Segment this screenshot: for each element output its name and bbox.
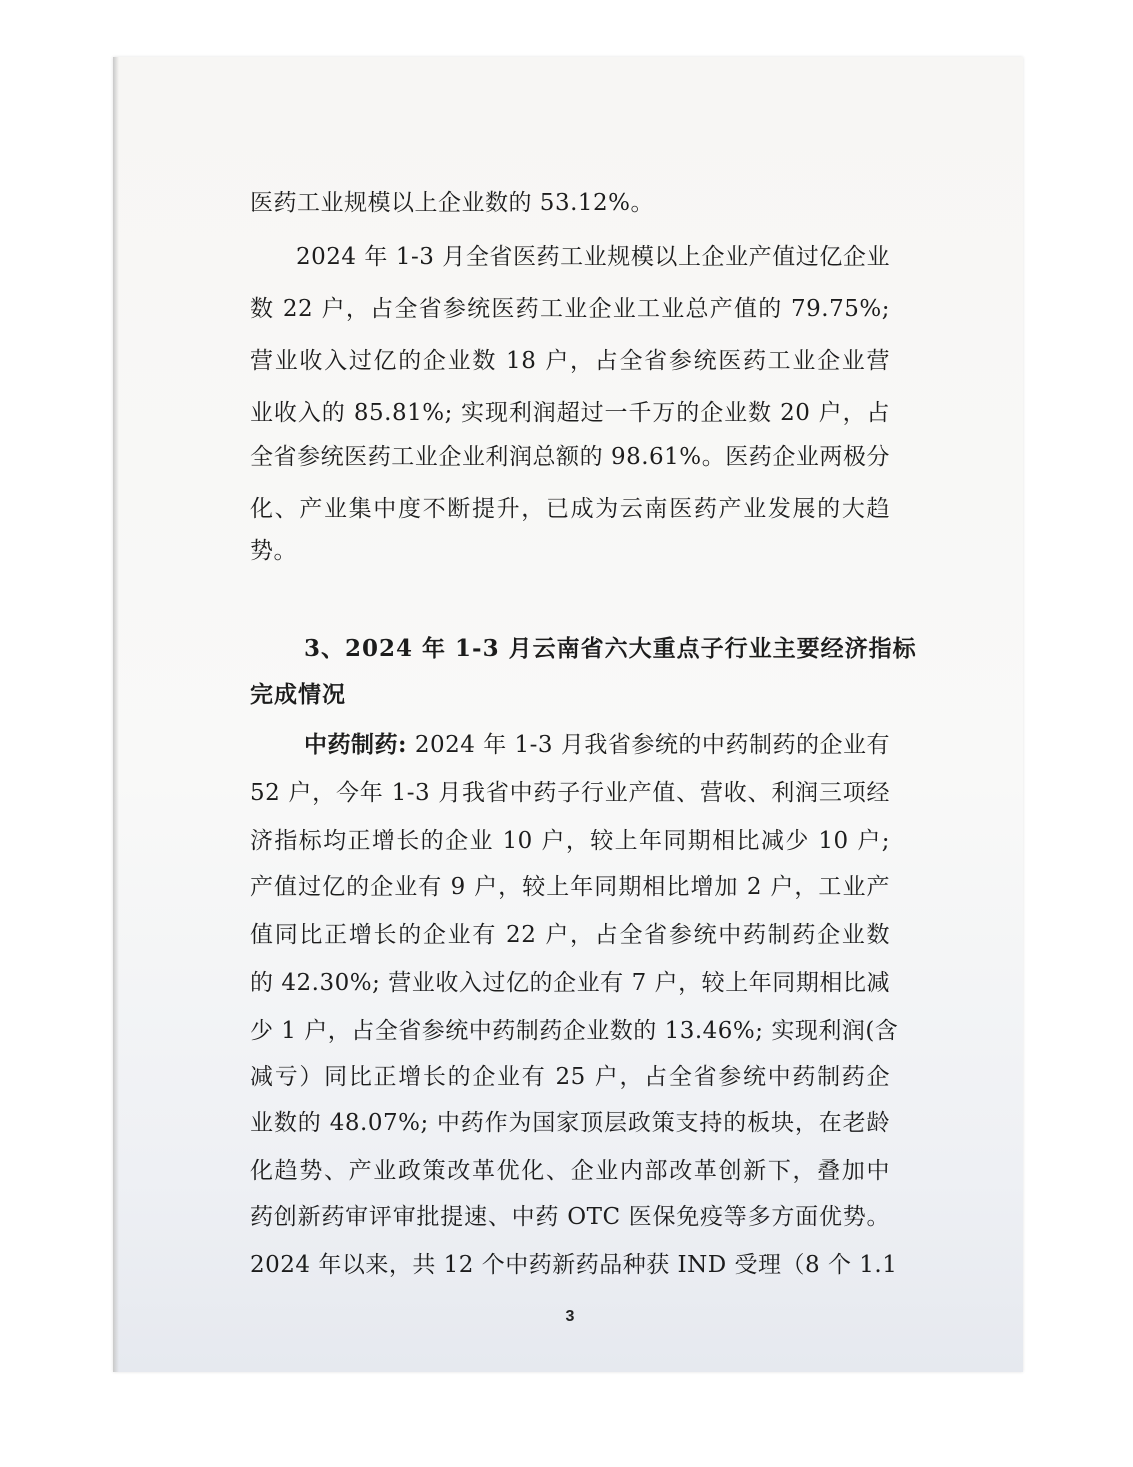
- text-line: 全省参统医药工业企业利润总额的 98.61%。医药企业两极分: [250, 444, 890, 470]
- text-line: 药创新药审评审批提速、中药 OTC 医保免疫等多方面优势。: [250, 1204, 890, 1230]
- text-line: 2024 年 1-3 月全省医药工业规模以上企业产值过亿企业: [296, 244, 890, 270]
- paragraph-lead: 中药制药:: [304, 731, 408, 758]
- text-line: 的 42.30%; 营业收入过亿的企业有 7 户，较上年同期相比减: [250, 970, 890, 996]
- text-line: 营业收入过亿的企业数 18 户，占全省参统医药工业企业营: [250, 348, 890, 374]
- text-line: 产值过亿的企业有 9 户，较上年同期相比增加 2 户，工业产: [250, 874, 890, 900]
- text-line: 业收入的 85.81%; 实现利润超过一千万的企业数 20 户，占: [250, 400, 890, 426]
- section-heading: 完成情况: [250, 681, 346, 708]
- text-line: 业数的 48.07%; 中药作为国家顶层政策支持的板块，在老龄: [250, 1110, 890, 1136]
- text-line: 数 22 户，占全省参统医药工业企业工业总产值的 79.75%;: [250, 296, 890, 322]
- text-line: 52 户，今年 1-3 月我省中药子行业产值、营收、利润三项经: [250, 780, 890, 806]
- section-heading: 3、2024 年 1-3 月云南省六大重点子行业主要经济指标: [304, 635, 917, 662]
- text-line: 2024 年以来，共 12 个中药新药品种获 IND 受理（8 个 1.1: [250, 1252, 898, 1278]
- text-line: 减亏）同比正增长的企业有 25 户，占全省参统中药制药企: [250, 1064, 890, 1090]
- text-line: 少 1 户，占全省参统中药制药企业数的 13.46%; 实现利润(含: [250, 1018, 899, 1044]
- text-line: 势。: [250, 538, 297, 564]
- page-number: 3: [565, 1308, 575, 1325]
- text-line-rest: 2024 年 1-3 月我省参统的中药制药的企业有: [407, 732, 890, 758]
- text-line: 化趋势、产业政策改革优化、企业内部改革创新下，叠加中: [250, 1158, 890, 1184]
- text-line: 医药工业规模以上企业数的 53.12%。: [250, 190, 655, 216]
- text-line: 值同比正增长的企业有 22 户，占全省参统中药制药企业数: [250, 922, 890, 948]
- text-line: [304, 730, 890, 760]
- text-line: 济指标均正增长的企业 10 户，较上年同期相比减少 10 户;: [250, 828, 890, 854]
- text-line: 化、产业集中度不断提升，已成为云南医药产业发展的大趋: [250, 496, 890, 522]
